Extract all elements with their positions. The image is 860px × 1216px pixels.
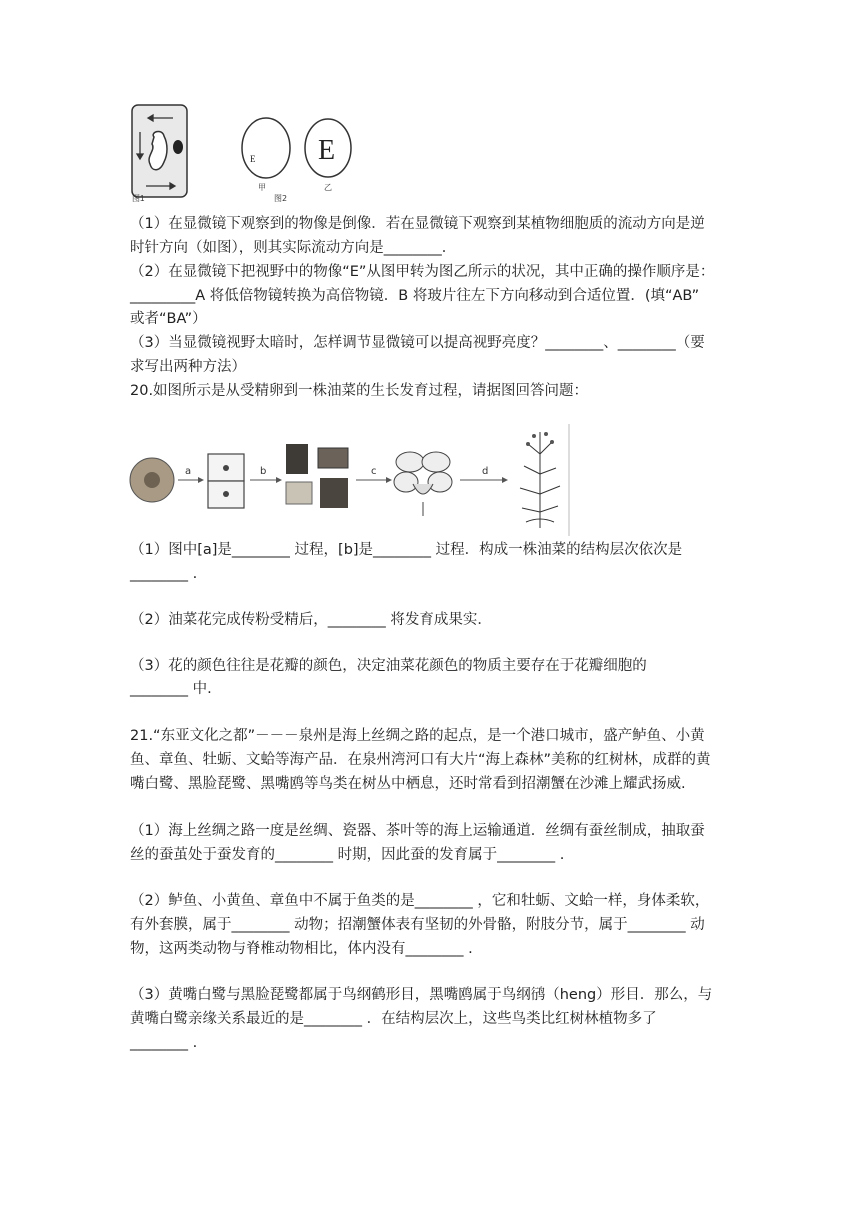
q21-p3-line2: 黄嘴白鹭亲缘关系最近的是________ ．在结构层次上，这些鸟类比红树林植物多了 [130, 1011, 657, 1027]
q19-line5: 或者“BA”） [130, 311, 207, 327]
arrow-a-label: a [185, 466, 192, 477]
q21-title-line1: 21.“东亚文化之都”－－－泉州是海上丝绸之路的起点，是一个港口城市，盛产鲈鱼、小黄 [130, 728, 705, 744]
fig1-caption: 图1 [132, 194, 145, 202]
fig2-caption: 图2 [274, 194, 288, 202]
rapeseed-development-figure [128, 424, 573, 536]
tissue-samples [286, 444, 348, 508]
q20-p3-line2: ________ 中. [130, 681, 212, 697]
view-jia-letter: E [250, 154, 256, 164]
arrow-c-label: c [371, 466, 377, 477]
q21-title-line2: 鱼、章鱼、牡蛎、文蛤等海产品．在泉州湾河口有大片“海上森林”美称的红树林，成群的黄 [130, 752, 711, 768]
q20-p1-line2: ________ . [130, 566, 198, 582]
yi-caption: 乙 [324, 183, 332, 192]
q21-p2-line2: 有外套膜，属于________ 动物；招潮蟹体表有坚韧的外骨骼，附肢分节，属于________ 动 [130, 917, 705, 933]
q19-line6: （3）当显微镜视野太暗时，怎样调节显微镜可以提高视野亮度？________、________（要 [130, 335, 705, 351]
q21-p1-line2: 丝的蚕茧处于蚕发育的________ 时期，因此蚕的发育属于________ . [130, 847, 565, 863]
q19-line2: 时针方向（如图），则其实际流动方向是________． [130, 240, 457, 256]
q19-line3: （2）在显微镜下把视野中的物像“E”从图甲转为图乙所示的状况，其中正确的操作顺序是： [130, 264, 715, 280]
rapeseed-flower [394, 452, 452, 516]
rapeseed-plant [520, 432, 560, 528]
microscope-figure [128, 102, 358, 202]
q21-p1-line1: （1）海上丝绸之路一度是丝绸、瓷器、茶叶等的海上运输通道．丝绸有蚕丝制成，抽取蚕 [130, 823, 705, 839]
jia-caption: 甲 [258, 183, 266, 192]
view-yi-letter: E [318, 135, 336, 166]
q21-p2-line3: 物，这两类动物与脊椎动物相比，体内没有________ . [130, 941, 473, 957]
q20-title: 20.如图所示是从受精卵到一株油菜的生长发育过程，请据图回答问题： [130, 383, 589, 399]
arrow-b-label: b [260, 466, 267, 477]
divided-cells [208, 454, 244, 508]
q20-p2: （2）油菜花完成传粉受精后，________ 将发育成果实． [130, 612, 492, 628]
view-jia-circle [242, 118, 290, 178]
q19-line7: 求写出两种方法） [130, 359, 246, 375]
q19-line4: _________A 将低倍物镜转换为高倍物镜．B 将玻片往左下方向移动到合适位置．(填“AB” [130, 288, 700, 304]
nucleus [173, 140, 183, 154]
q21-p3-line1: （3）黄嘴白鹭与黑脸琵鹭都属于鸟纲鹤形目，黑嘴鸥属于鸟纲鸻（heng）形目．那么，与 [130, 987, 713, 1003]
q21-p2-line1: （2）鲈鱼、小黄鱼、章鱼中不属于鱼类的是________ ，它和牡蛎、文蛤一样，身体柔软， [130, 893, 710, 909]
q20-p1-line1: （1）图中[a]是________ 过程，[b]是________ 过程．构成一株油菜的结构层次依次是 [130, 542, 683, 558]
q21-title-line3: 嘴白鹭、黑脸琵鹭、黑嘴鸥等鸟类在树丛中栖息，还时常看到招潮蟹在沙滩上耀武扬威. [130, 776, 686, 792]
q20-p3-line1: （3）花的颜色往往是花瓣的颜色，决定油菜花颜色的物质主要存在于花瓣细胞的 [130, 658, 647, 674]
q21-p3-line3: ________ . [130, 1035, 198, 1051]
q19-line1: （1）在显微镜下观察到的物像是倒像．若在显微镜下观察到某植物细胞质的流动方向是逆 [130, 216, 705, 232]
arrow-d-label: d [482, 466, 489, 477]
